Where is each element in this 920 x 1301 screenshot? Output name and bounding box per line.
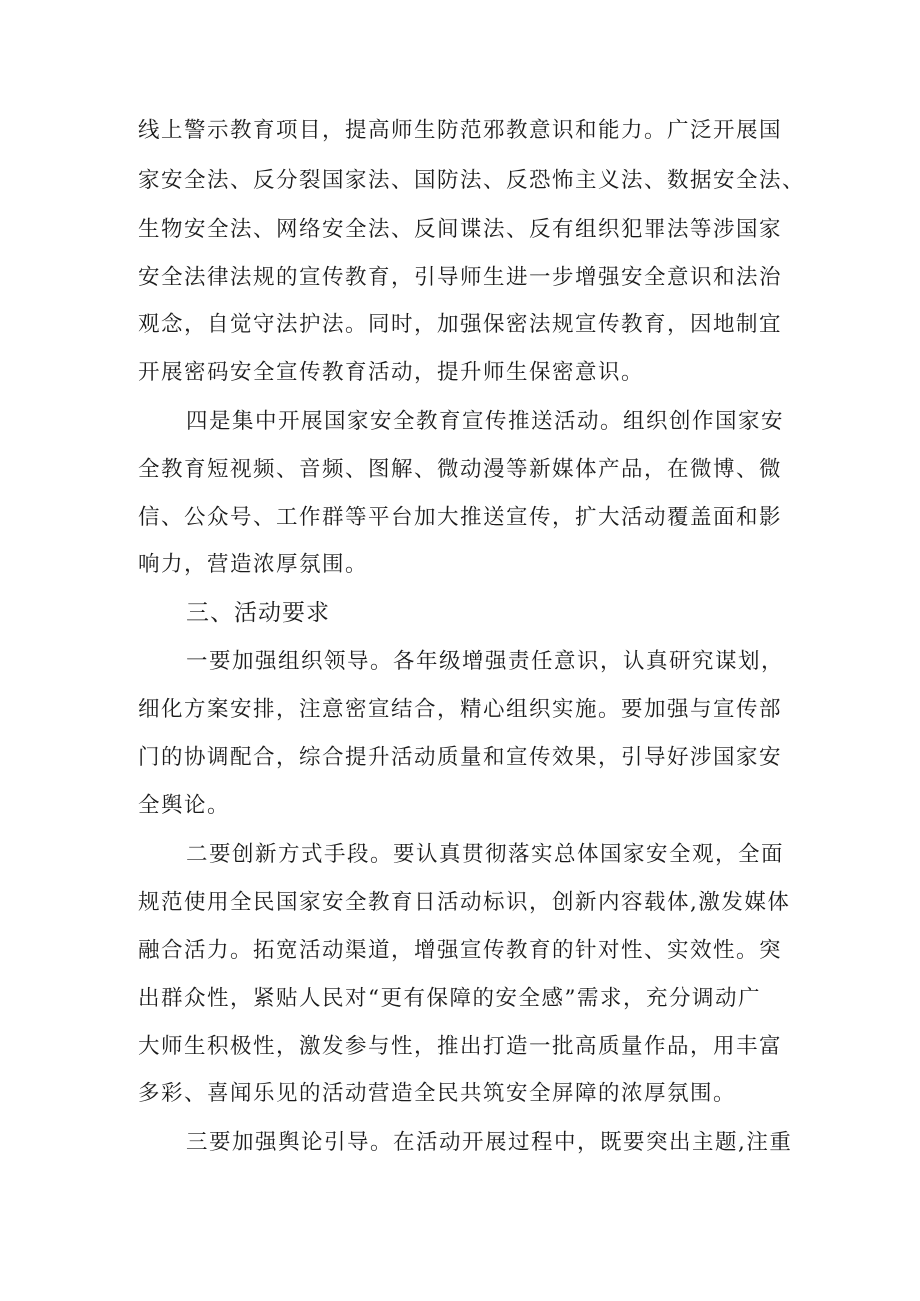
paragraph-line: 规范使用全民国家安全教育日活动标识，创新内容载体,激发媒体	[138, 890, 791, 915]
paragraph-line: 细化方案安排，注意密宣结合，精心组织实施。要加强与宣传部	[138, 697, 783, 722]
section-heading: 三、活动要求	[186, 600, 330, 626]
paragraph-line: 门的协调配合，综合提升活动质量和宣传效果，引导好涉国家安	[138, 745, 783, 770]
paragraph-line: 大师生积极性，激发参与性，推出打造一批高质量作品，用丰富	[138, 1034, 783, 1059]
paragraph-line: 一要加强组织领导。各年级增强责任意识，认真研究谋划，	[186, 649, 785, 674]
paragraph-line: 家安全法、反分裂国家法、国防法、反恐怖主义法、数据安全法、	[138, 168, 806, 193]
paragraph-line: 融合活力。拓宽活动渠道，增强宣传教育的针对性、实效性。突	[138, 938, 783, 963]
paragraph-line: 安全法律法规的宣传教育，引导师生进一步增强安全意识和法治	[138, 265, 783, 290]
paragraph-line: 二要创新方式手段。要认真贯彻落实总体国家安全观，全面	[186, 842, 785, 867]
paragraph-line: 观念，自觉守法护法。同时，加强保密法规宣传教育，因地制宜	[138, 312, 783, 337]
paragraph-line: 全教育短视频、音频、图解、微动漫等新媒体产品，在微博、微	[138, 457, 783, 482]
paragraph-line: 信、公众号、工作群等平台加大推送宣传，扩大活动覆盖面和影	[138, 505, 783, 530]
paragraph-line: 全舆论。	[138, 793, 231, 818]
paragraph-line: 三要加强舆论引导。在活动开展过程中，既要突出主题,注重	[186, 1130, 793, 1155]
paragraph-line: 生物安全法、网络安全法、反间谍法、反有组织犯罪法等涉国家	[138, 217, 783, 242]
paragraph-line: 开展密码安全宣传教育活动，提升师生保密意识。	[138, 360, 645, 385]
paragraph-line: 多彩、喜闻乐见的活动营造全民共筑安全屏障的浓厚氛围。	[138, 1081, 737, 1106]
paragraph-line: 线上警示教育项目，提高师生防范邪教意识和能力。广泛开展国	[138, 118, 783, 143]
paragraph-line: 四是集中开展国家安全教育宣传推送活动。组织创作国家安	[186, 409, 785, 434]
paragraph-line: 出群众性，紧贴人民对“更有保障的安全感”需求，充分调动广	[138, 986, 761, 1011]
paragraph-line: 响力，营造浓厚氛围。	[138, 552, 369, 577]
